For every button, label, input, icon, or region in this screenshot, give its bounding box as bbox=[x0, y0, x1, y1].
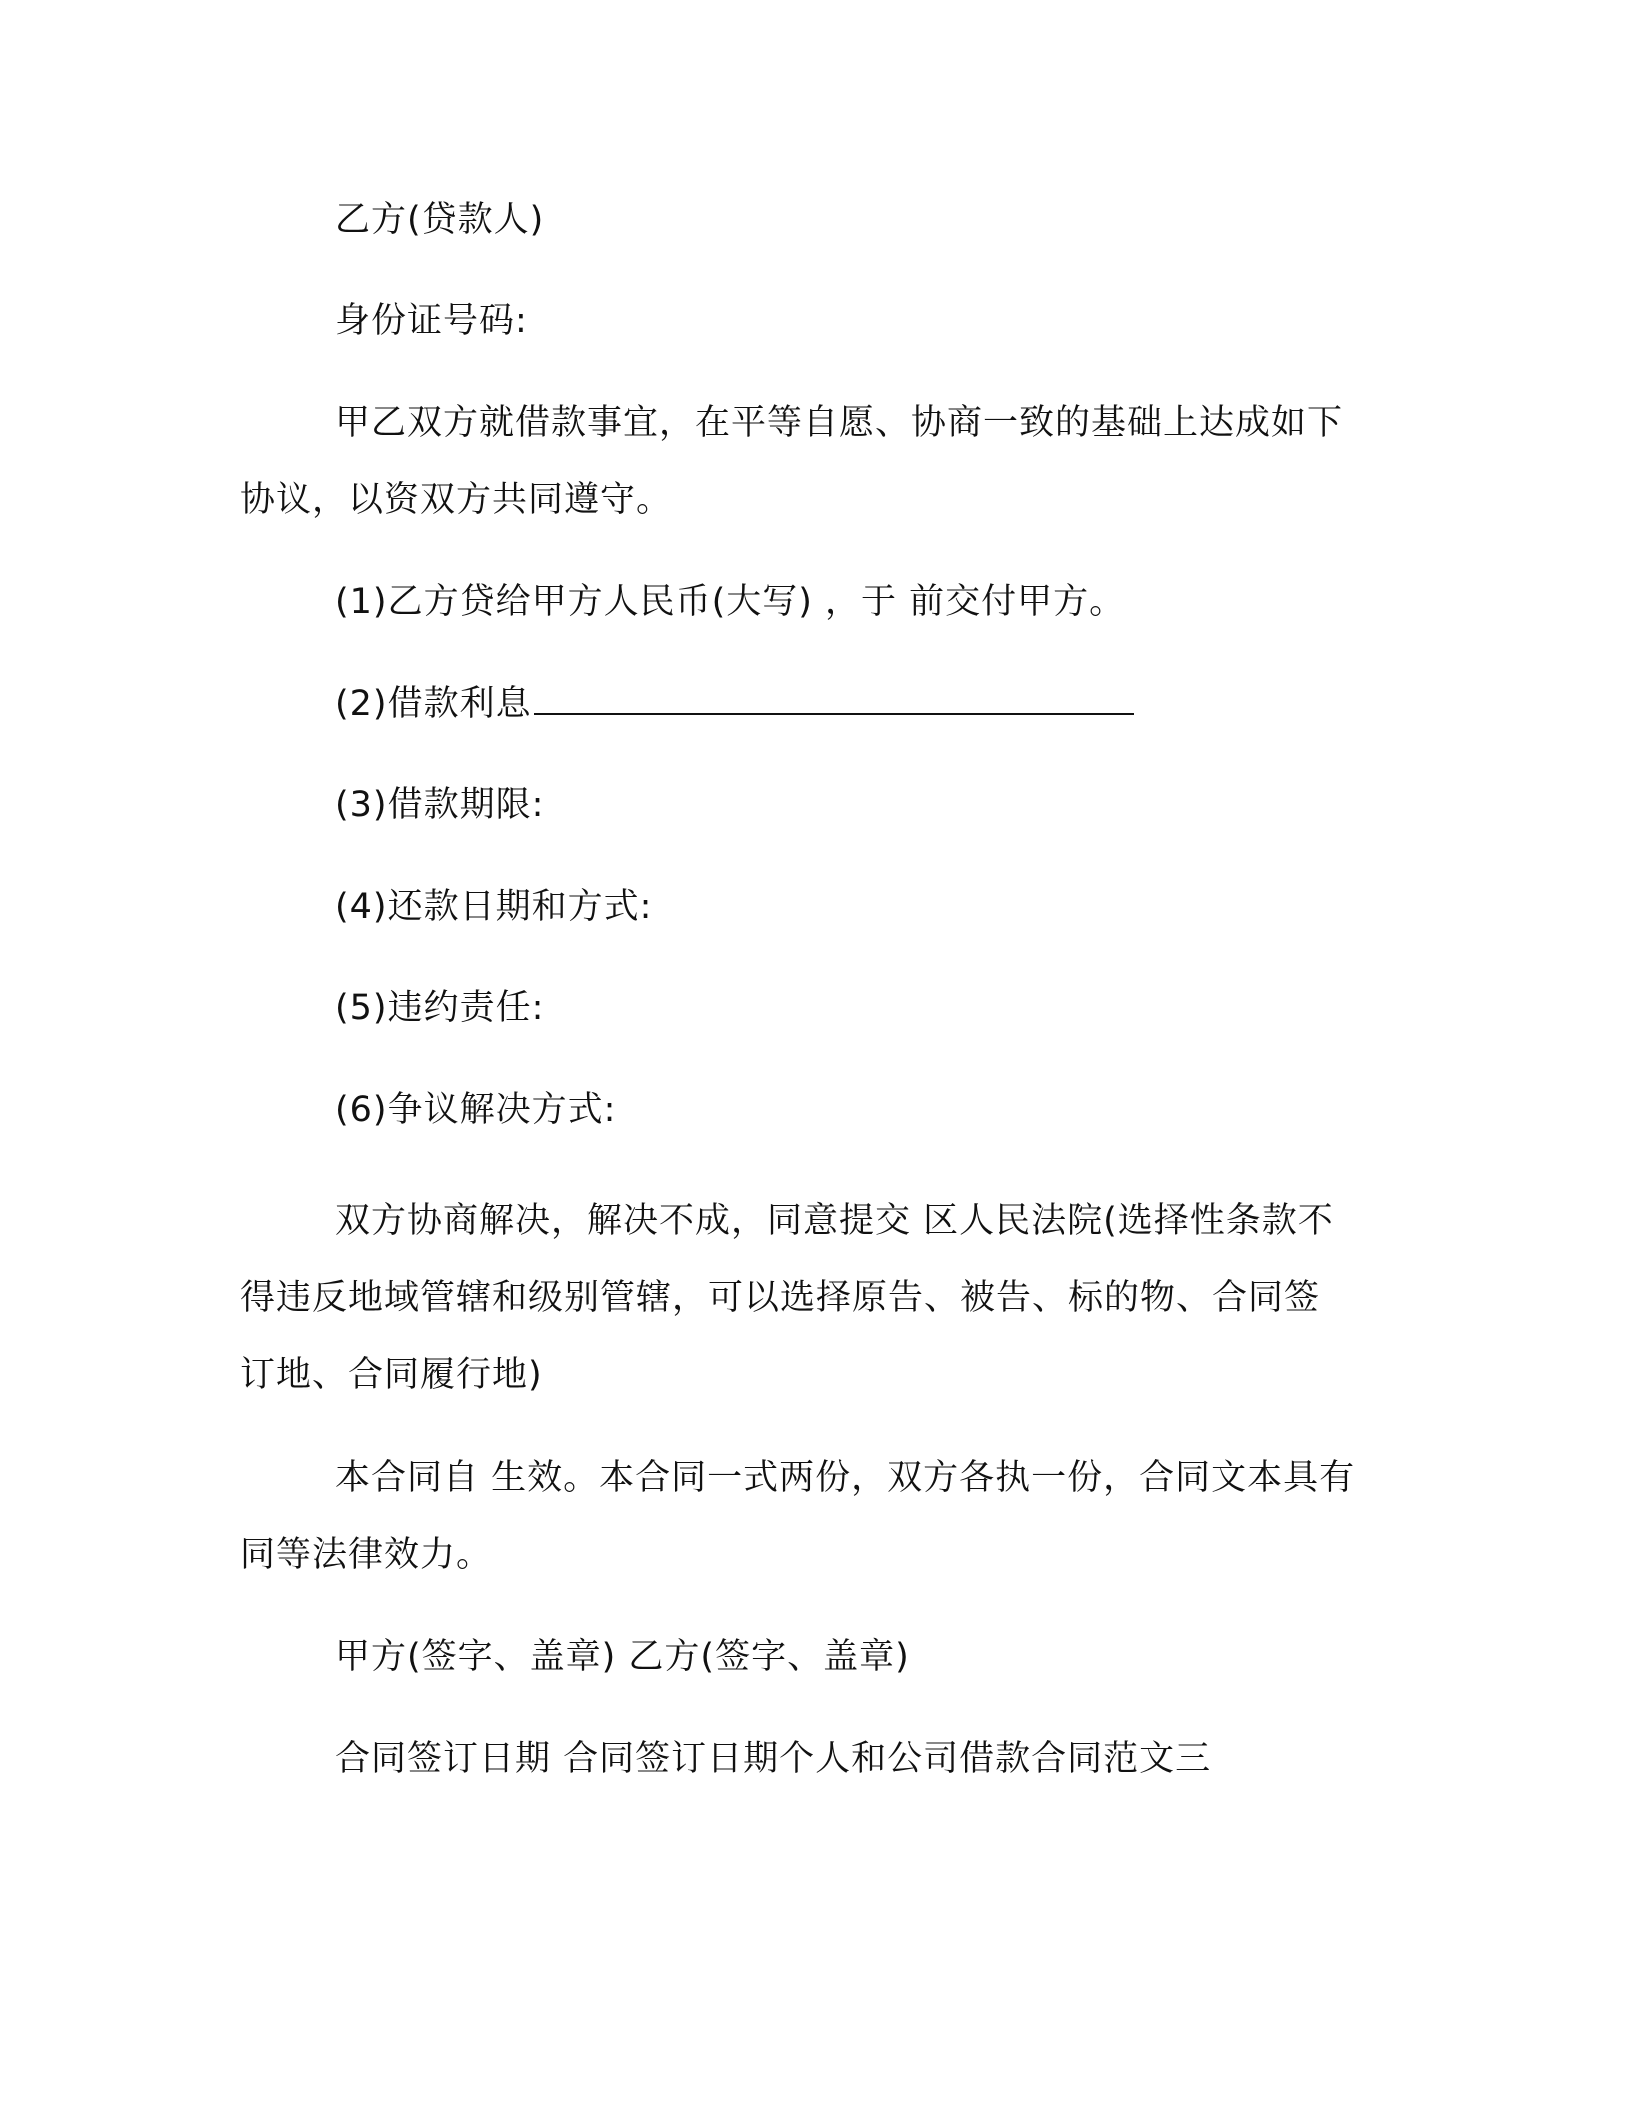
id-number-text: 身份证号码: bbox=[335, 301, 528, 341]
clause-5-paragraph bbox=[240, 970, 1380, 1047]
dispute-resolution-paragraph bbox=[240, 1183, 1380, 1414]
interest-blank-line bbox=[534, 683, 1134, 715]
clause-1-text: (1)乙方贷给甲方人民币(大写) ，于 前交付甲方。 bbox=[335, 582, 1126, 622]
signing-date-text: 合同签订日期 合同签订日期个人和公司借款合同范文三 bbox=[335, 1739, 1212, 1779]
clause-2-text: (2)借款利息 bbox=[335, 684, 532, 724]
agreement-intro-line-2: 协议，以资双方共同遵守。 bbox=[240, 480, 673, 520]
signing-date-paragraph bbox=[240, 1721, 1380, 1798]
clause-1-paragraph bbox=[240, 564, 1380, 641]
clause-2-paragraph bbox=[240, 666, 1380, 743]
party-b-paragraph bbox=[240, 182, 1380, 259]
effective-clause-paragraph bbox=[240, 1440, 1380, 1594]
dispute-resolution-line-1: 双方协商解决，解决不成，同意提交 区人民法院(选择性条款不 bbox=[335, 1201, 1334, 1241]
effective-clause-line-1: 本合同自 生效。本合同一式两份，双方各执一份，合同文本具有 bbox=[335, 1458, 1356, 1498]
id-number-paragraph bbox=[240, 283, 1380, 360]
clause-3-text: (3)借款期限: bbox=[335, 785, 545, 825]
clause-4-paragraph bbox=[240, 869, 1380, 946]
party-b-text: 乙方(贷款人) bbox=[335, 200, 545, 240]
effective-clause-line-2: 同等法律效力。 bbox=[240, 1535, 493, 1575]
signatures-text: 甲方(签字、盖章) 乙方(签字、盖章) bbox=[335, 1637, 910, 1677]
clause-4-text: (4)还款日期和方式: bbox=[335, 887, 653, 927]
agreement-intro-paragraph bbox=[240, 385, 1380, 539]
clause-6-paragraph bbox=[240, 1072, 1380, 1149]
dispute-resolution-line-2: 得违反地域管辖和级别管辖，可以选择原告、被告、标的物、合同签 bbox=[240, 1278, 1321, 1318]
clause-6-text: (6)争议解决方式: bbox=[335, 1090, 617, 1130]
clause-5-text: (5)违约责任: bbox=[335, 988, 545, 1028]
clause-3-paragraph bbox=[240, 767, 1380, 844]
signatures-paragraph bbox=[240, 1619, 1380, 1696]
dispute-resolution-line-3: 订地、合同履行地) bbox=[240, 1355, 543, 1395]
agreement-intro-line-1: 甲乙双方就借款事宜，在平等自愿、协商一致的基础上达成如下 bbox=[335, 403, 1344, 443]
